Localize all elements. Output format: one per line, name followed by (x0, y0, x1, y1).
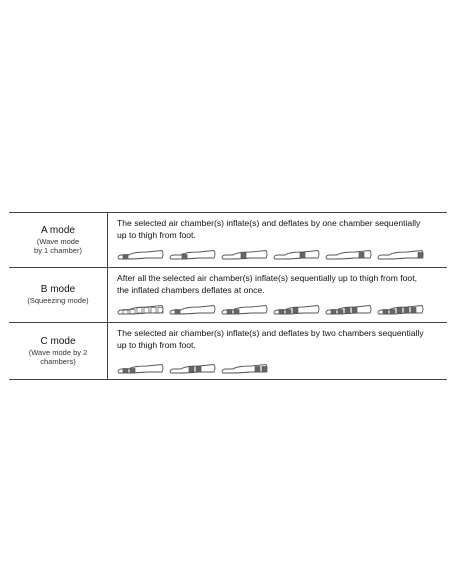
chamber-inflated-mark (300, 253, 305, 259)
leg-pair-1-icon (117, 361, 165, 375)
chamber-inflated-mark (227, 310, 232, 315)
leg-chamber-6-icon (377, 247, 425, 261)
mode-row-a (9, 213, 447, 268)
leg-chamber-4-icon (273, 247, 321, 261)
chamber-inflated-mark (279, 310, 284, 315)
mode-row-c (9, 323, 447, 380)
chamber-inflated-mark (123, 369, 128, 374)
chamber-mark (130, 310, 135, 315)
mode-name-cell (9, 323, 108, 379)
mode-name: A mode (41, 224, 75, 236)
chamber-inflated-mark (418, 253, 423, 259)
mode-description-line: After all the selected air chamber(s) inflate(s) sequentially up to thigh from foot, (117, 273, 417, 283)
mode-description-cell (108, 268, 447, 322)
chamber-inflated-mark (286, 310, 291, 315)
chamber-inflated-mark (404, 308, 409, 314)
mode-subtitle-line: (Wave mode by 2 (28, 347, 88, 357)
chamber-inflated-mark (182, 255, 187, 260)
leg-fill-4-icon (325, 302, 373, 316)
leg-fill-0-icon (117, 302, 165, 316)
chamber-inflated-mark (241, 253, 246, 259)
chamber-inflated-mark (383, 310, 388, 315)
leg-fill-2-icon (221, 302, 269, 316)
chamber-inflated-mark (345, 308, 350, 314)
mode-description-line: The selected air chamber(s) inflate(s) and deflates by one chamber sequentially (117, 218, 421, 228)
leg-pair-2-icon (169, 361, 217, 375)
chamber-inflated-mark (196, 367, 201, 373)
chamber-inflated-mark (255, 367, 260, 373)
leg-chamber-2-icon (169, 247, 217, 261)
chamber-inflated-mark (123, 255, 128, 260)
chamber-inflated-mark (293, 308, 298, 314)
chamber-inflated-mark (390, 310, 395, 315)
mode-subtitle-line: (Squeezing mode) (27, 296, 89, 306)
leg-fill-3-icon (273, 302, 321, 316)
leg-chamber-1-icon (117, 247, 165, 261)
leg-icon-row (117, 361, 269, 375)
leg-icon-row (117, 247, 425, 261)
chamber-inflated-mark (331, 310, 336, 315)
mode-name-cell (9, 268, 108, 322)
chamber-inflated-mark (262, 367, 267, 373)
chamber-inflated-mark (338, 310, 343, 315)
leg-icon-row (117, 302, 425, 316)
mode-description-cell (108, 213, 447, 267)
mode-subtitle-line: chambers) (40, 357, 76, 366)
chamber-inflated-mark (130, 369, 135, 374)
mode-description-cell (108, 323, 447, 379)
chamber-inflated-mark (411, 308, 416, 314)
mode-subtitle-line: (Wave mode (36, 236, 80, 246)
mode-name: B mode (40, 284, 76, 296)
leg-chamber-3-icon (221, 247, 269, 261)
mode-description-line: up to thigh from foot. (117, 230, 196, 240)
chamber-mark (144, 308, 149, 314)
leg-fill-1-icon (169, 302, 217, 316)
leg-chamber-5-icon (325, 247, 373, 261)
mode-name: C mode (40, 335, 76, 347)
leg-pair-3-icon (221, 361, 269, 375)
mode-description-line: the inflated chambers deflates at once. (117, 285, 265, 295)
chamber-inflated-mark (397, 308, 402, 314)
chamber-inflated-mark (189, 367, 194, 373)
mode-table (9, 212, 447, 380)
chamber-inflated-mark (234, 310, 239, 315)
mode-name-cell (9, 213, 108, 267)
chamber-inflated-mark (175, 310, 180, 315)
mode-subtitle-line: by 1 chamber) (34, 246, 82, 255)
mode-description-line: The selected air chamber(s) inflate(s) and deflates by two chambers sequentially (117, 328, 424, 338)
chamber-mark (151, 308, 156, 314)
chamber-inflated-mark (352, 308, 357, 314)
mode-description-line: up to thigh from foot. (117, 340, 196, 350)
chamber-inflated-mark (359, 253, 364, 259)
leg-fill-5-icon (377, 302, 425, 316)
chamber-mark (137, 308, 142, 314)
mode-row-b (9, 268, 447, 323)
